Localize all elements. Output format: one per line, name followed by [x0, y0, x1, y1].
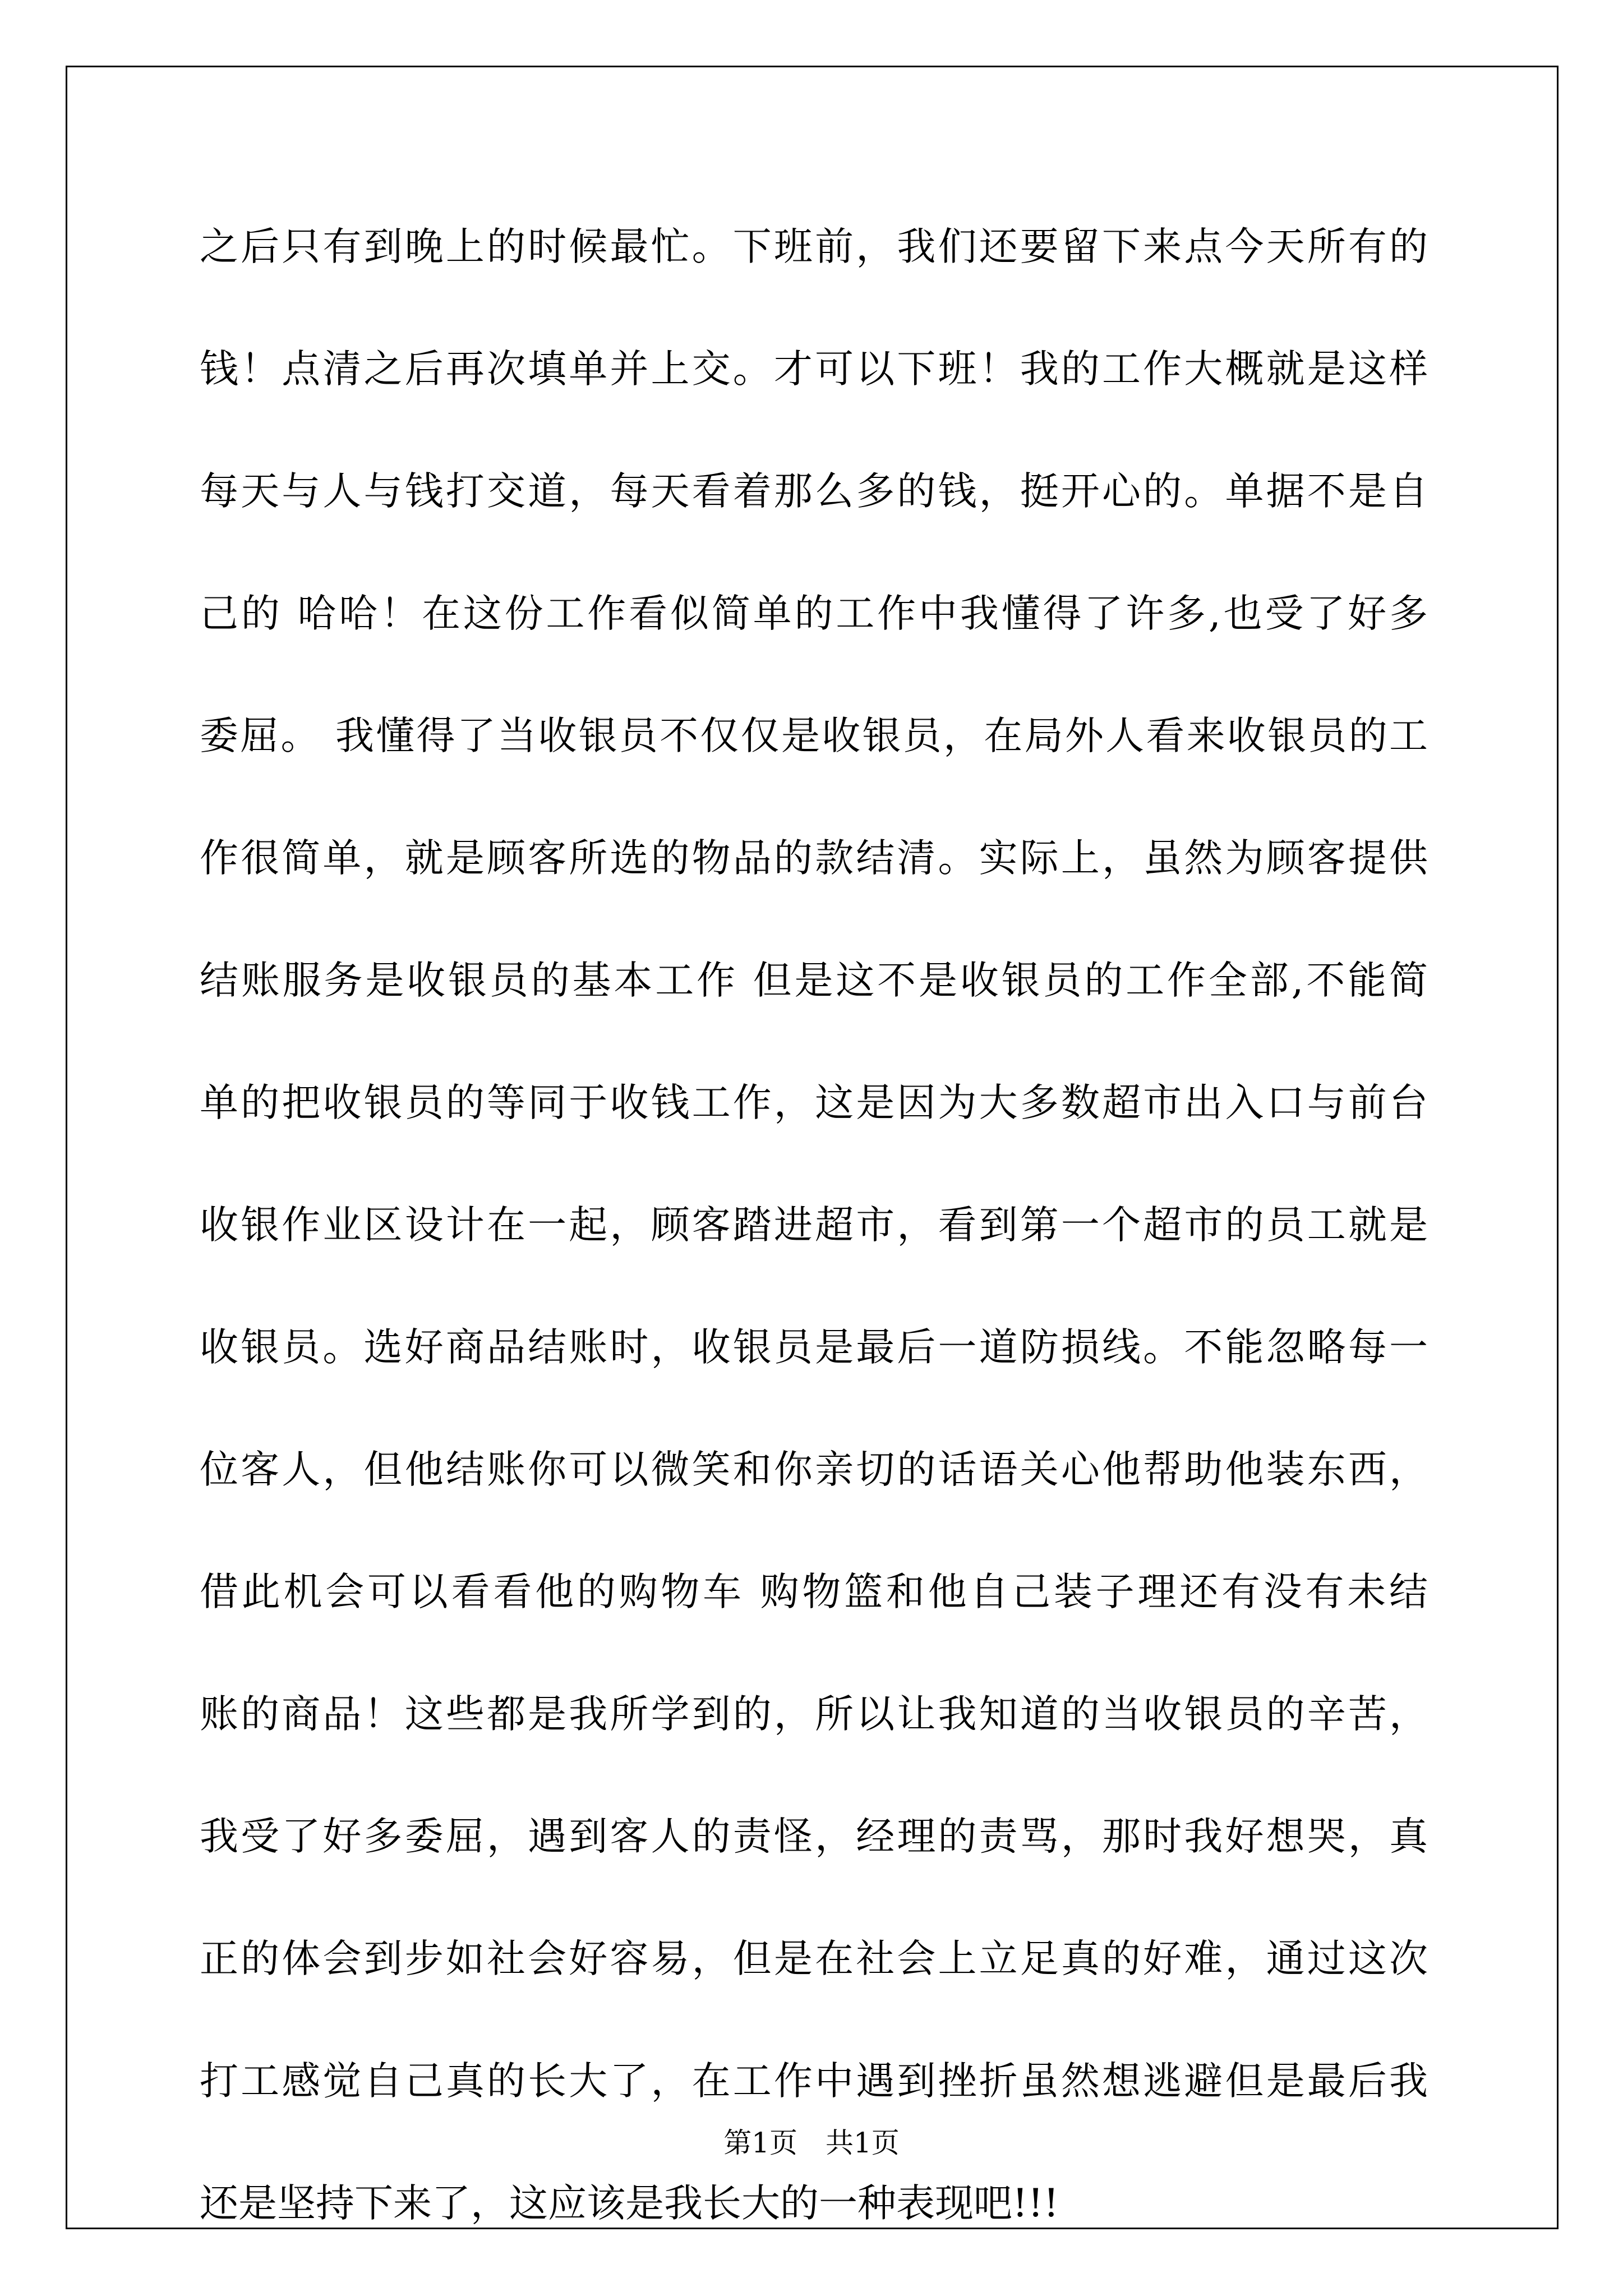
text-line: 位客人，但他结账你可以微笑和你亲切的话语关心他帮助他装东西，	[200, 1447, 1428, 1492]
text-line: 钱！点清之后再次填单并上交。才可以下班！我的工作大概就是这样	[200, 347, 1428, 392]
page-footer	[0, 2126, 1623, 2160]
document-body	[200, 210, 1428, 2289]
text-line-last: 还是坚持下来了，这应该是我长大的一种表现吧!!!	[200, 2181, 1059, 2226]
text-line: 己的 哈哈！在这份工作看似简单的工作中我懂得了许多,也受了好多	[200, 591, 1428, 636]
text-line: 作很简单，就是顾客所选的物品的款结清。实际上，虽然为顾客提供	[200, 836, 1428, 881]
text-line: 单的把收银员的等同于收钱工作，这是因为大多数超市出入口与前台	[200, 1080, 1428, 1125]
text-line: 我受了好多委屈，遇到客人的责怪，经理的责骂，那时我好想哭，真	[200, 1814, 1428, 1859]
text-line: 借此机会可以看看他的购物车 购物篮和他自己装子理还有没有未结	[200, 1570, 1428, 1614]
page-total: 共1页	[826, 2127, 900, 2159]
text-line: 打工感觉自己真的长大了，在工作中遇到挫折虽然想逃避但是最后我	[200, 2059, 1428, 2104]
text-line: 正的体会到步如社会好容易，但是在社会上立足真的好难，通过这次	[200, 1936, 1428, 1981]
text-line: 结账服务是收银员的基本工作 但是这不是收银员的工作全部,不能简	[200, 958, 1428, 1003]
text-line: 每天与人与钱打交道，每天看着那么多的钱，挺开心的。单据不是自	[200, 469, 1428, 514]
page-number: 第1页	[723, 2127, 797, 2159]
text-line: 账的商品！这些都是我所学到的，所以让我知道的当收银员的辛苦，	[200, 1692, 1428, 1737]
text-line: 收银员。选好商品结账时，收银员是最后一道防损线。不能忽略每一	[200, 1325, 1428, 1370]
text-line: 委屈。 我懂得了当收银员不仅仅是收银员，在局外人看来收银员的工	[200, 714, 1428, 758]
text-line: 收银作业区设计在一起，顾客踏进超市，看到第一个超市的员工就是	[200, 1203, 1428, 1248]
text-line: 之后只有到晚上的时候最忙。下班前，我们还要留下来点今天所有的	[200, 224, 1428, 269]
